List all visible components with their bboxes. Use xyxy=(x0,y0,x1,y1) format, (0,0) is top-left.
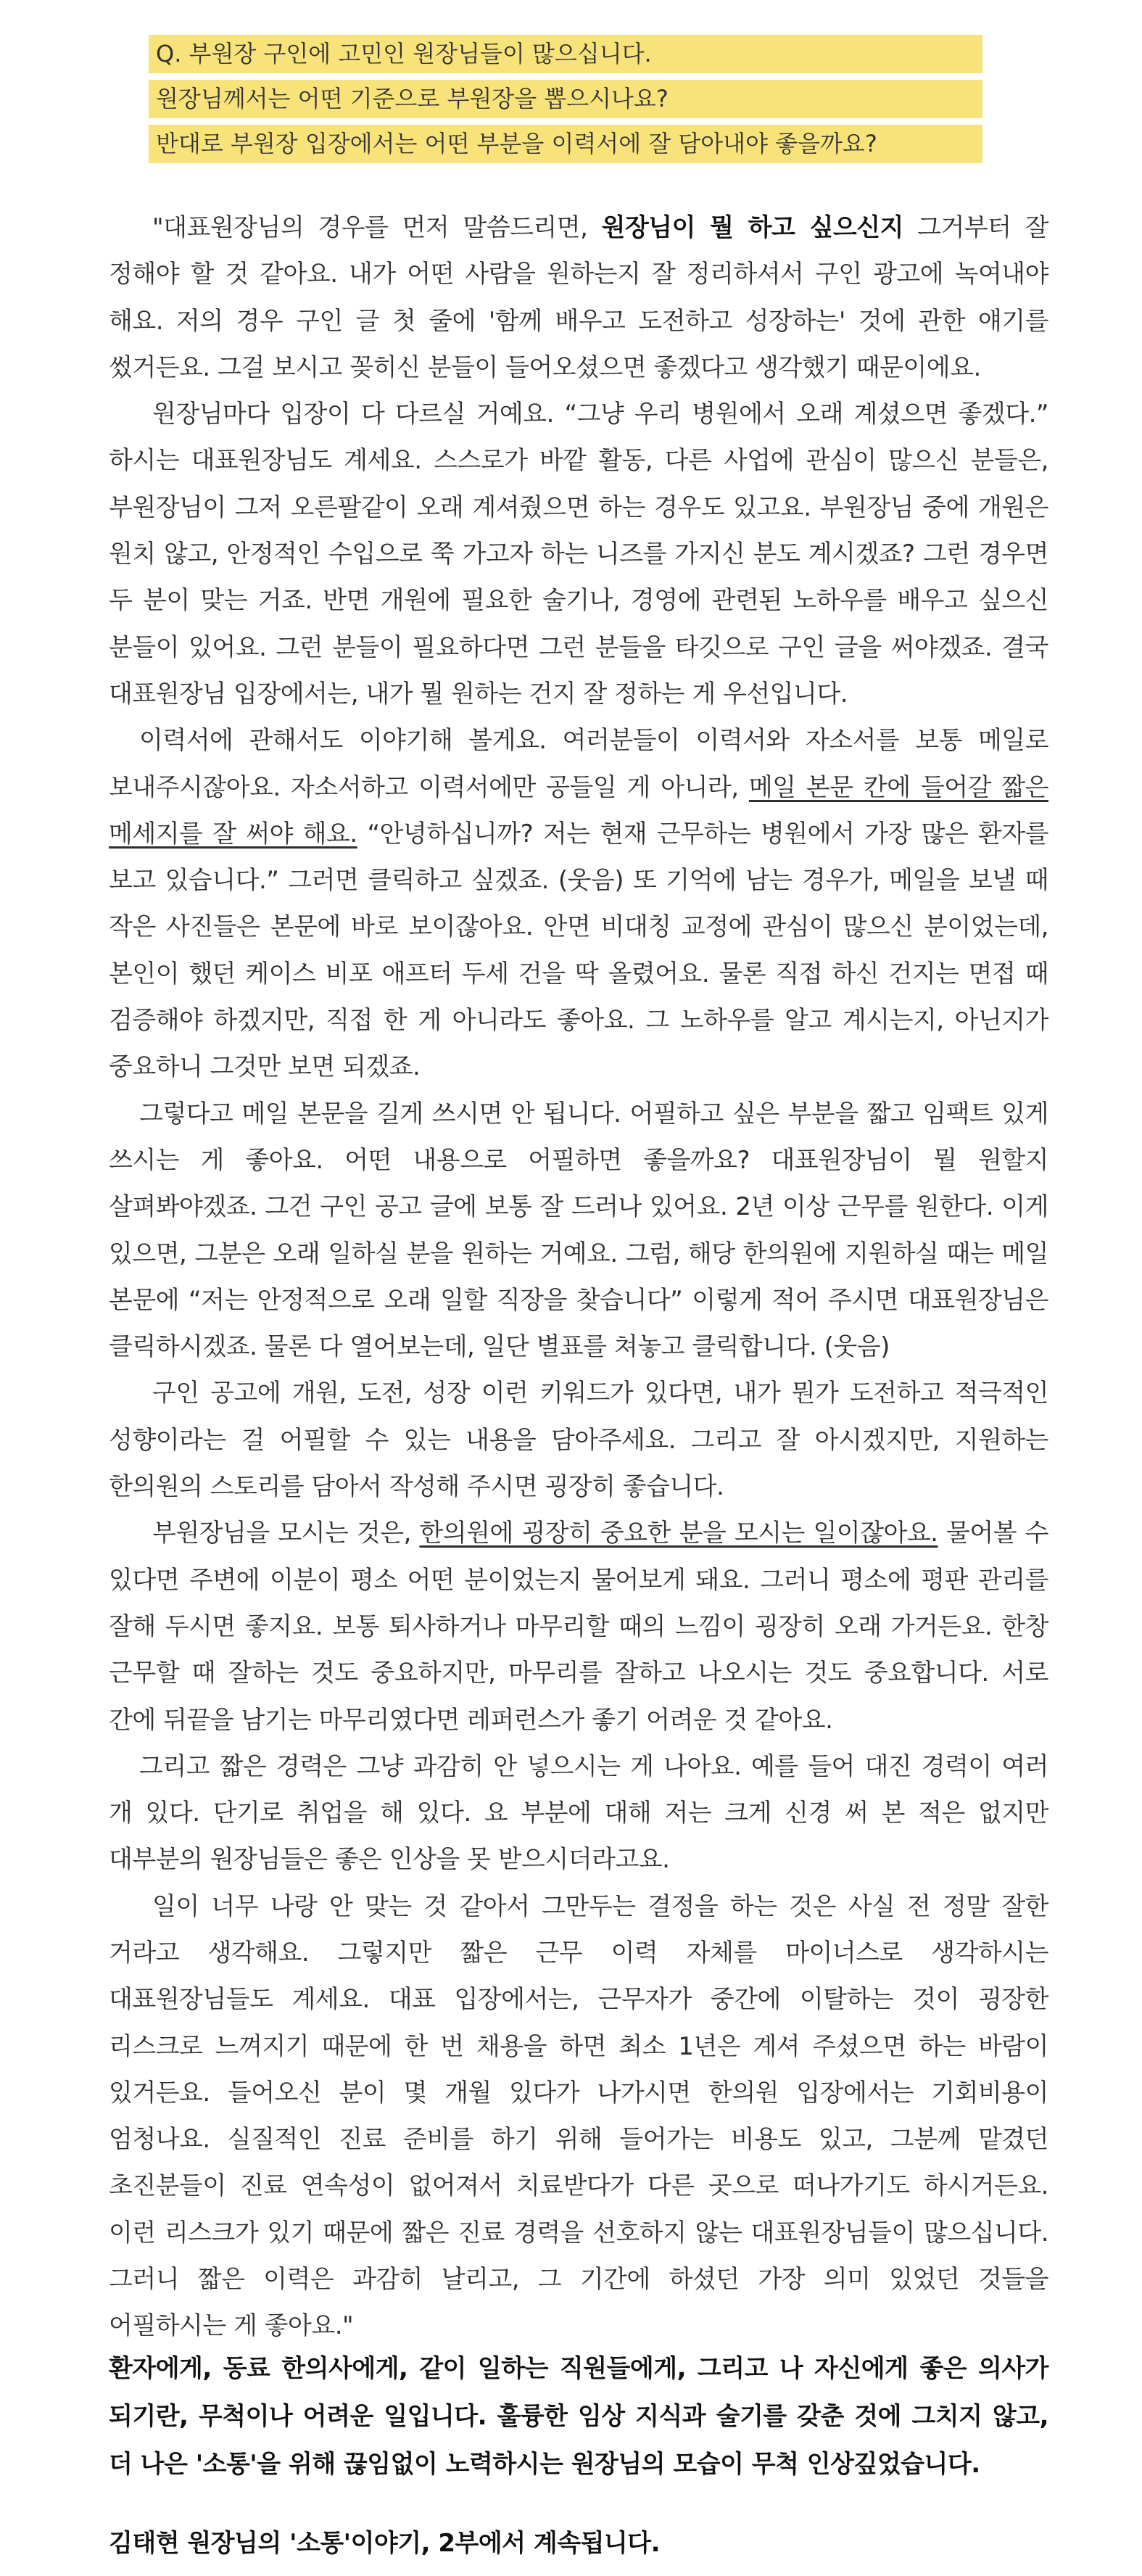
answer-paragraph-2: 원장님마다 입장이 다 다르실 거예요. “그냥 우리 병원에서 오래 계셨으면 좋겠다.” 하시는 대표원장님도 계세요. 스스로가 바깥 활동, 다른 사업에 관심이 많으신 분들은, 부원장님이 그저 오른팔같이 오래 계셔줬으면 하는 경우도 있고요. 부원장님 중에 개원은 원치 않고, 안정적인 수입으로 쭉 가고자 하는 니즈를 가지신 분도 계시겠죠? 그런 경우면 두 분이 맞는 거죠. 반면 개원에 필요한 술기나, 경영에 관련된 노하우를 배우고 싶으신 분들이 있어요. 그런 분들이 필요하다면 그런 분들을 타깃으로 구인 글을 써야겠죠. 결국 대표원장님 입장에서는, 내가 뭘 원하는 건지 잘 정하는 게 우선입니다. xyxy=(109,400,1048,709)
closing-section xyxy=(109,2345,1048,2558)
question-line-3: 반대로 부원장 입장에서는 어떤 부분을 이력서에 잘 담아내야 좋을까요? xyxy=(149,125,982,163)
answer-p3-text-b: “안녕하십니까? 저는 현재 근무하는 병원에서 가장 많은 환자를 보고 있습니다.” 그러면 클릭하고 싶겠죠. (웃음) 또 기억에 남는 경우가, 메일을 보낼 때 작은 사진들은 본문에 바로 보이잖아요. 안면 비대칭 교정에 관심이 많으신 분이었는데, 본인이 했던 케이스 비포 애프터 두세 건을 딱 올렸어요. 물론 직접 하신 건지는 면접 때 검증해야 하겠지만, 직접 한 게 아니라도 좋아요. 그 노하우를 알고 계시는지, 아닌지가 중요하니 그것만 보면 되겠죠. xyxy=(109,819,1048,1082)
answer-p1-text-b: 그거부터 잘 정해야 할 것 같아요. 내가 어떤 사람을 원하는지 잘 정리하셔서 구인 광고에 녹여내야 해요. 저의 경우 구인 글 첫 줄에 '함께 배우고 도전하고 성장하는' 것에 관한 얘기를 썼거든요. 그걸 보시고 꽂히신 분들이 들어오셨으면 좋겠다고 생각했기 때문이에요. xyxy=(109,213,1048,382)
answer-p3-text-a: 이력서에 관해서도 이야기해 볼게요. 여러분들이 이력서와 자소서를 보통 메일로 보내주시잖아요. 자소서하고 이력서에만 공들일 게 아니라, xyxy=(109,726,1048,802)
answer-body xyxy=(109,205,1048,2350)
answer-paragraph-5: 구인 공고에 개원, 도전, 성장 이런 키워드가 있다면, 내가 뭔가 도전하고 적극적인 성향이라는 걸 어필할 수 있는 내용을 담아주세요. 그리고 잘 아시겠지만, 지원하는 한의원의 스토리를 담아서 작성해 주시면 굉장히 좋습니다. xyxy=(109,1379,1048,1502)
answer-paragraph-7: 그리고 짧은 경력은 그냥 과감히 안 넣으시는 게 나아요. 예를 들어 대진 경력이 여러 개 있다. 단기로 취업을 해 있다. 요 부분에 대해 저는 크게 신경 써 본 적은 없지만 대부분의 원장님들은 좋은 인상을 못 받으시더라고요. xyxy=(109,1751,1048,1875)
answer-paragraph-8: 일이 너무 나랑 안 맞는 것 같아서 그만두는 결정을 하는 것은 사실 전 정말 잘한 거라고 생각해요. 그렇지만 짧은 근무 이력 자체를 마이너스로 생각하시는 대표원장님들도 계세요. 대표 입장에서는, 근무자가 중간에 이탈하는 것이 굉장한 리스크로 느껴지기 때문에 한 번 채용을 하면 최소 1년은 계셔 주셨으면 하는 바람이 있거든요. 들어오신 분이 몇 개월 있다가 나가시면 한의원 입장에서는 기회비용이 엄청나요. 실질적인 진료 준비를 하기 위해 들어가는 비용도 있고, 그분께 맡겼던 초진분들이 진료 연속성이 없어져서 치료받다가 다른 곳으로 떠나가기도 하시거든요. 이런 리스크가 있기 때문에 짧은 진료 경력을 선호하지 않는 대표원장님들이 많으십니다. 그러니 짧은 이력은 과감히 날리고, 그 기간에 하셨던 가장 의미 있었던 것들을 어필하시는 게 좋아요." xyxy=(109,1891,1048,2341)
answer-paragraph-4: 그렇다고 메일 본문을 길게 쓰시면 안 됩니다. 어필하고 싶은 부분을 짧고 임팩트 있게 쓰시는 게 좋아요. 어떤 내용으로 어필하면 좋을까요? 대표원장님이 뭘 원할지 살펴봐야겠죠. 그건 구인 공고 글에 보통 잘 드러나 있어요. 2년 이상 근무를 원한다. 이게 있으면, 그분은 오래 일하실 분을 원하는 거예요. 그럼, 해당 한의원에 지원하실 때는 메일 본문에 “저는 안정적으로 오래 일할 직장을 찾습니다” 이렇게 적어 주시면 대표원장님은 클릭하시겠죠. 물론 다 열어보는데, 일단 별표를 쳐놓고 클릭합니다. (웃음) xyxy=(109,1099,1048,1362)
answer-p3-underline: 메일 본문 칸에 들어갈 짧은 메세지를 잘 써야 해요. xyxy=(109,772,1048,849)
closing-next-part-note: 김태현 원장님의 '소통'이야기, 2부에서 계속됩니다. xyxy=(109,2529,661,2558)
answer-p6-underline: 한의원에 굉장히 중요한 분을 모시는 일이잖아요. xyxy=(419,1519,938,1548)
question-line-2: 원장님께서는 어떤 기준으로 부원장을 뽑으시나요? xyxy=(149,80,982,118)
answer-p6-text-a: 부원장님을 모시는 것은, xyxy=(152,1519,420,1548)
answer-p1-text-a: "대표원장님의 경우를 먼저 말씀드리면, xyxy=(152,213,602,242)
answer-p6-text-b: 물어볼 수 있다면 주변에 이분이 평소 어떤 분이었는지 물어보게 돼요. 그러니 평소에 평판 관리를 잘해 두시면 좋지요. 보통 퇴사하거나 마무리할 때의 느낌이 굉장히 오래 가거든요. 한창 근무할 때 잘하는 것도 중요하지만, 마무리를 잘하고 나오시는 것도 중요합니다. 서로 간에 뒤끝을 남기는 마무리였다면 레퍼런스가 좋기 어려운 것 같아요. xyxy=(109,1519,1048,1735)
answer-paragraph-6 xyxy=(109,1510,1048,1743)
question-line-1: Q. 부원장 구인에 고민인 원장님들이 많으십니다. xyxy=(149,35,982,73)
question-highlight-box xyxy=(149,35,982,170)
answer-p1-emphasis: 원장님이 뭘 하고 싶으신지 xyxy=(601,213,903,242)
closing-summary: 환자에게, 동료 한의사에게, 같이 일하는 직원들에게, 그리고 나 자신에게 좋은 의사가 되기란, 무척이나 어려운 일입니다. 훌륭한 임상 지식과 술기를 갖춘 것에 그치지 않고, 더 나은 '소통'을 위해 끊임없이 노력하시는 원장님의 모습이 무척 인상깊었습니다. xyxy=(109,2354,1048,2479)
answer-paragraph-3 xyxy=(109,717,1048,1090)
answer-paragraph-1 xyxy=(109,205,1048,391)
